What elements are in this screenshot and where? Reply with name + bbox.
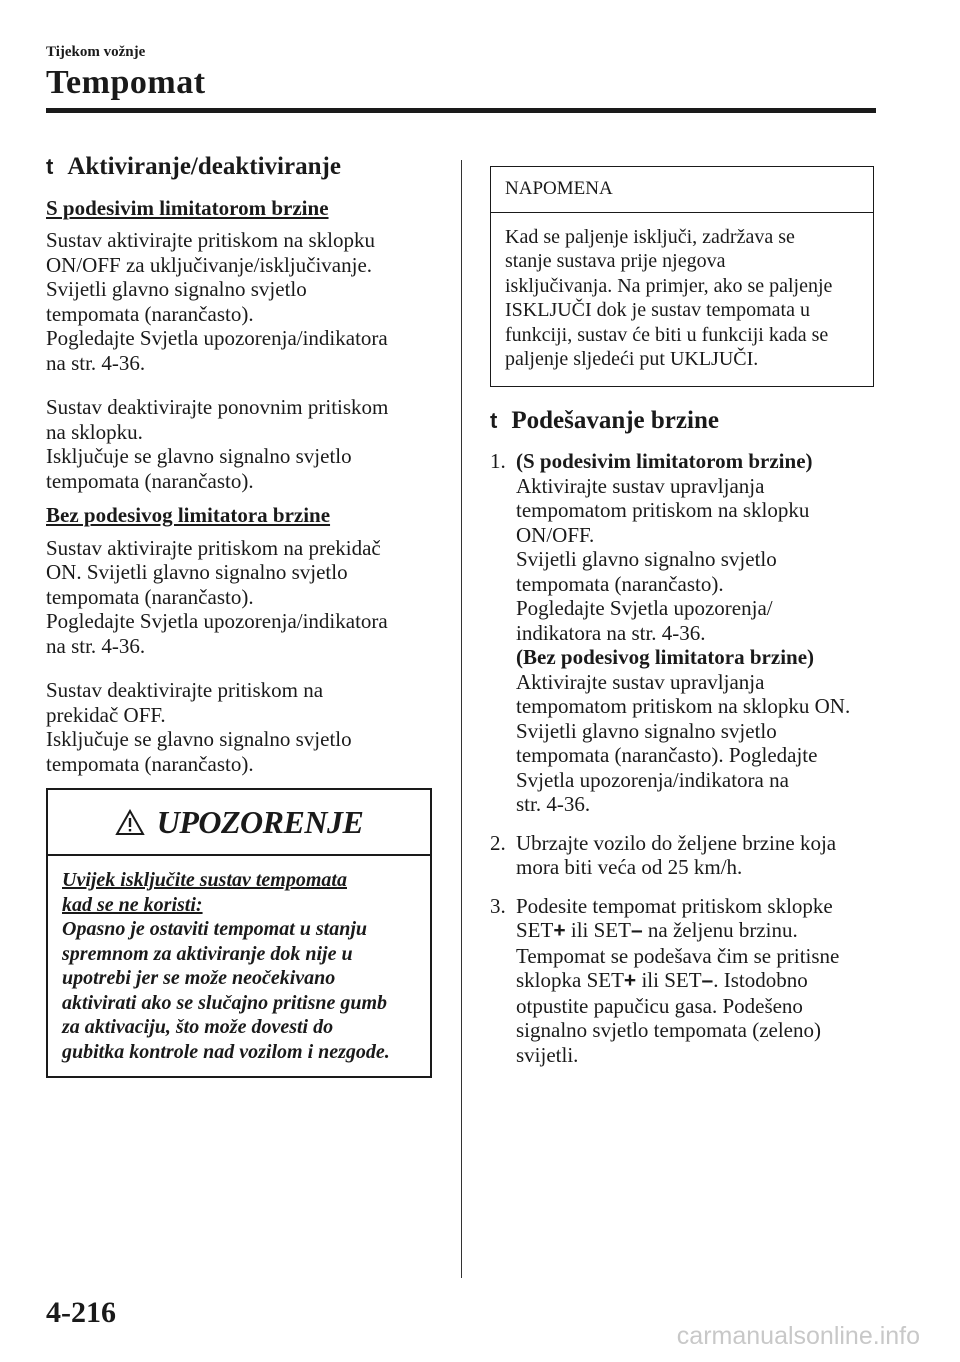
- warning-subtitle: [62, 868, 420, 917]
- text-line: Ubrzajte vozilo do željene brzine koja: [516, 830, 837, 855]
- minus-icon: –: [701, 969, 714, 992]
- text-line: Opasno je ostaviti tempomat u stanju: [62, 918, 368, 940]
- text-line: stanje sustava prije njegova: [505, 250, 726, 272]
- minus-icon: –: [630, 919, 643, 942]
- text-line: isključivanja. Na primjer, ako se paljenje: [505, 274, 833, 297]
- column-divider: [461, 160, 462, 1278]
- text-line: ON. Svijetli glavno signalno svjetlo: [46, 560, 348, 584]
- text-line: ON/OFF za uključivanje/isključivanje.: [46, 252, 373, 277]
- note-body: [491, 213, 873, 386]
- text-line: otpustite papučicu gasa. Podešeno: [516, 993, 803, 1018]
- text-line: tempomata (narančasto). Pogledajte: [516, 743, 818, 767]
- text-line: Pogledajte Svjetla upozorenja/indikatora: [46, 326, 388, 350]
- step-subheading: (S podesivim limitatorom brzine): [516, 449, 813, 473]
- text-line: Aktivirajte sustav upravljanja: [516, 669, 765, 694]
- note-title: NAPOMENA: [491, 167, 873, 213]
- left-column: [46, 155, 436, 1078]
- text-line: Svijetli glavno signalno svjetlo: [46, 277, 307, 301]
- text-line: Sustav deaktivirajte ponovnim pritiskom: [46, 395, 389, 419]
- text-line: za aktivaciju, što može dovesti do: [62, 1016, 334, 1038]
- text-line: kad se ne koristi:: [62, 893, 203, 916]
- section-bullet-icon: t: [46, 154, 54, 179]
- section-heading-speed: [490, 406, 880, 434]
- text-line: Podesite tempomat pritiskom sklopke: [516, 893, 833, 918]
- text-line: str. 4-36.: [516, 792, 591, 816]
- step-number: 3.: [490, 893, 506, 918]
- text-line: Svijetli glavno signalno svjetlo: [516, 718, 777, 743]
- text-line: Isključuje se glavno signalno svjetlo: [46, 727, 352, 751]
- step-text: [516, 831, 880, 880]
- text-line: Svijetli glavno signalno svjetlo: [516, 547, 777, 571]
- text-line: Aktivirajte sustav upravljanja: [516, 473, 765, 498]
- text-line: Sustav aktivirajte pritiskom na sklopku: [46, 228, 375, 252]
- section-bullet-icon: t: [490, 407, 498, 433]
- plus-icon: +: [553, 919, 566, 942]
- text-line: Isključuje se glavno signalno svjetlo: [46, 444, 352, 468]
- list-item: [490, 449, 880, 817]
- page-title: Tempomat: [46, 64, 206, 101]
- step-text: [516, 449, 880, 817]
- text-line: upotrebi jer se može neočekivano: [62, 967, 336, 989]
- page-number: 4-216: [46, 1296, 116, 1329]
- paragraph: [46, 395, 436, 493]
- steps-list: [490, 449, 880, 1067]
- text-line: tempomata (narančasto).: [46, 751, 254, 776]
- text-line: ON/OFF.: [516, 522, 595, 547]
- text-line: tempomata (narančasto).: [516, 571, 724, 596]
- text-line: tempomatom pritiskom na sklopku ON.: [516, 694, 851, 718]
- list-item: [490, 831, 880, 880]
- text-line: paljenje sljedeći put UKLJUČI.: [505, 348, 759, 370]
- step-number: 2.: [490, 830, 506, 855]
- warning-box: [46, 788, 432, 1078]
- text-line: Sustav deaktivirajte pritiskom na: [46, 678, 324, 702]
- text-line: mora biti veća od 25 km/h.: [516, 855, 743, 879]
- section-title: Aktiviranje/deaktiviranje: [67, 153, 341, 180]
- text-line: funkciji, sustav će biti u funkciji kada se: [505, 323, 829, 346]
- text-line: prekidač OFF.: [46, 702, 166, 727]
- text-line: Kad se paljenje isključi, zadržava se: [505, 225, 795, 248]
- text-line: Uvijek isključite sustav tempomata: [62, 869, 347, 891]
- list-item: [490, 894, 880, 1068]
- text-line: tempomata (narančasto).: [46, 468, 254, 493]
- text-line: tempomata (narančasto).: [46, 584, 254, 609]
- right-column: [490, 166, 880, 1081]
- text-line: Svjetla upozorenja/indikatora na: [516, 767, 789, 792]
- text-line: Tempomat se podešava čim se pritisne: [516, 943, 840, 968]
- text-line: ISKLJUČI dok je sustav tempomata u: [505, 299, 810, 321]
- warning-title: UPOZORENJE: [156, 803, 364, 840]
- note-box: [490, 166, 874, 387]
- warning-body: [48, 856, 430, 1076]
- text-line: svijetli.: [516, 1042, 579, 1067]
- text-line: Sustav aktivirajte pritiskom na prekidač: [46, 535, 381, 560]
- paragraph: [46, 228, 436, 375]
- subheading-with-limiter: S podesivim limitatorom brzine: [46, 195, 329, 220]
- step-number: 1.: [490, 449, 506, 473]
- step-subheading: (Bez podesivog limitatora brzine): [516, 645, 815, 669]
- text-line: tempomatom pritiskom na sklopku: [516, 498, 810, 522]
- warning-triangle-icon: [115, 809, 145, 836]
- plus-icon: +: [623, 969, 637, 992]
- text-line: gubitka kontrole nad vozilom i nezgode.: [62, 1040, 390, 1063]
- text-line: aktivirati ako se slučajno pritisne gumb: [62, 991, 388, 1014]
- watermark: carmanualsonline.info: [676, 1322, 920, 1350]
- text-line: Pogledajte Svjetla upozorenja/indikatora: [46, 609, 388, 633]
- section-title: Podešavanje brzine: [511, 406, 719, 434]
- step-text: [516, 894, 880, 1068]
- title-rule: [46, 108, 876, 113]
- paragraph: [46, 536, 436, 659]
- text-line: tempomata (narančasto).: [46, 301, 254, 326]
- text-line: na str. 4-36.: [46, 633, 146, 658]
- subheading-without-limiter: Bez podesivog limitatora brzine: [46, 503, 331, 527]
- section-heading-activation: [46, 155, 436, 180]
- text-line: SET+ ili SET– na željenu brzinu.: [516, 918, 798, 942]
- text-line: Pogledajte Svjetla upozorenja/: [516, 596, 773, 620]
- chapter-label: Tijekom vožnje: [46, 44, 146, 60]
- text-line: na str. 4-36.: [46, 350, 146, 375]
- warning-header: [48, 790, 430, 856]
- text-line: indikatora na str. 4-36.: [516, 620, 706, 645]
- text-line: signalno svjetlo tempomata (zeleno): [516, 1018, 821, 1042]
- text-line: sklopka SET+ ili SET–. Istodobno: [516, 968, 808, 992]
- text-line: na sklopku.: [46, 419, 143, 444]
- text-line: spremnom za aktiviranje dok nije u: [62, 942, 353, 965]
- paragraph: [46, 678, 436, 776]
